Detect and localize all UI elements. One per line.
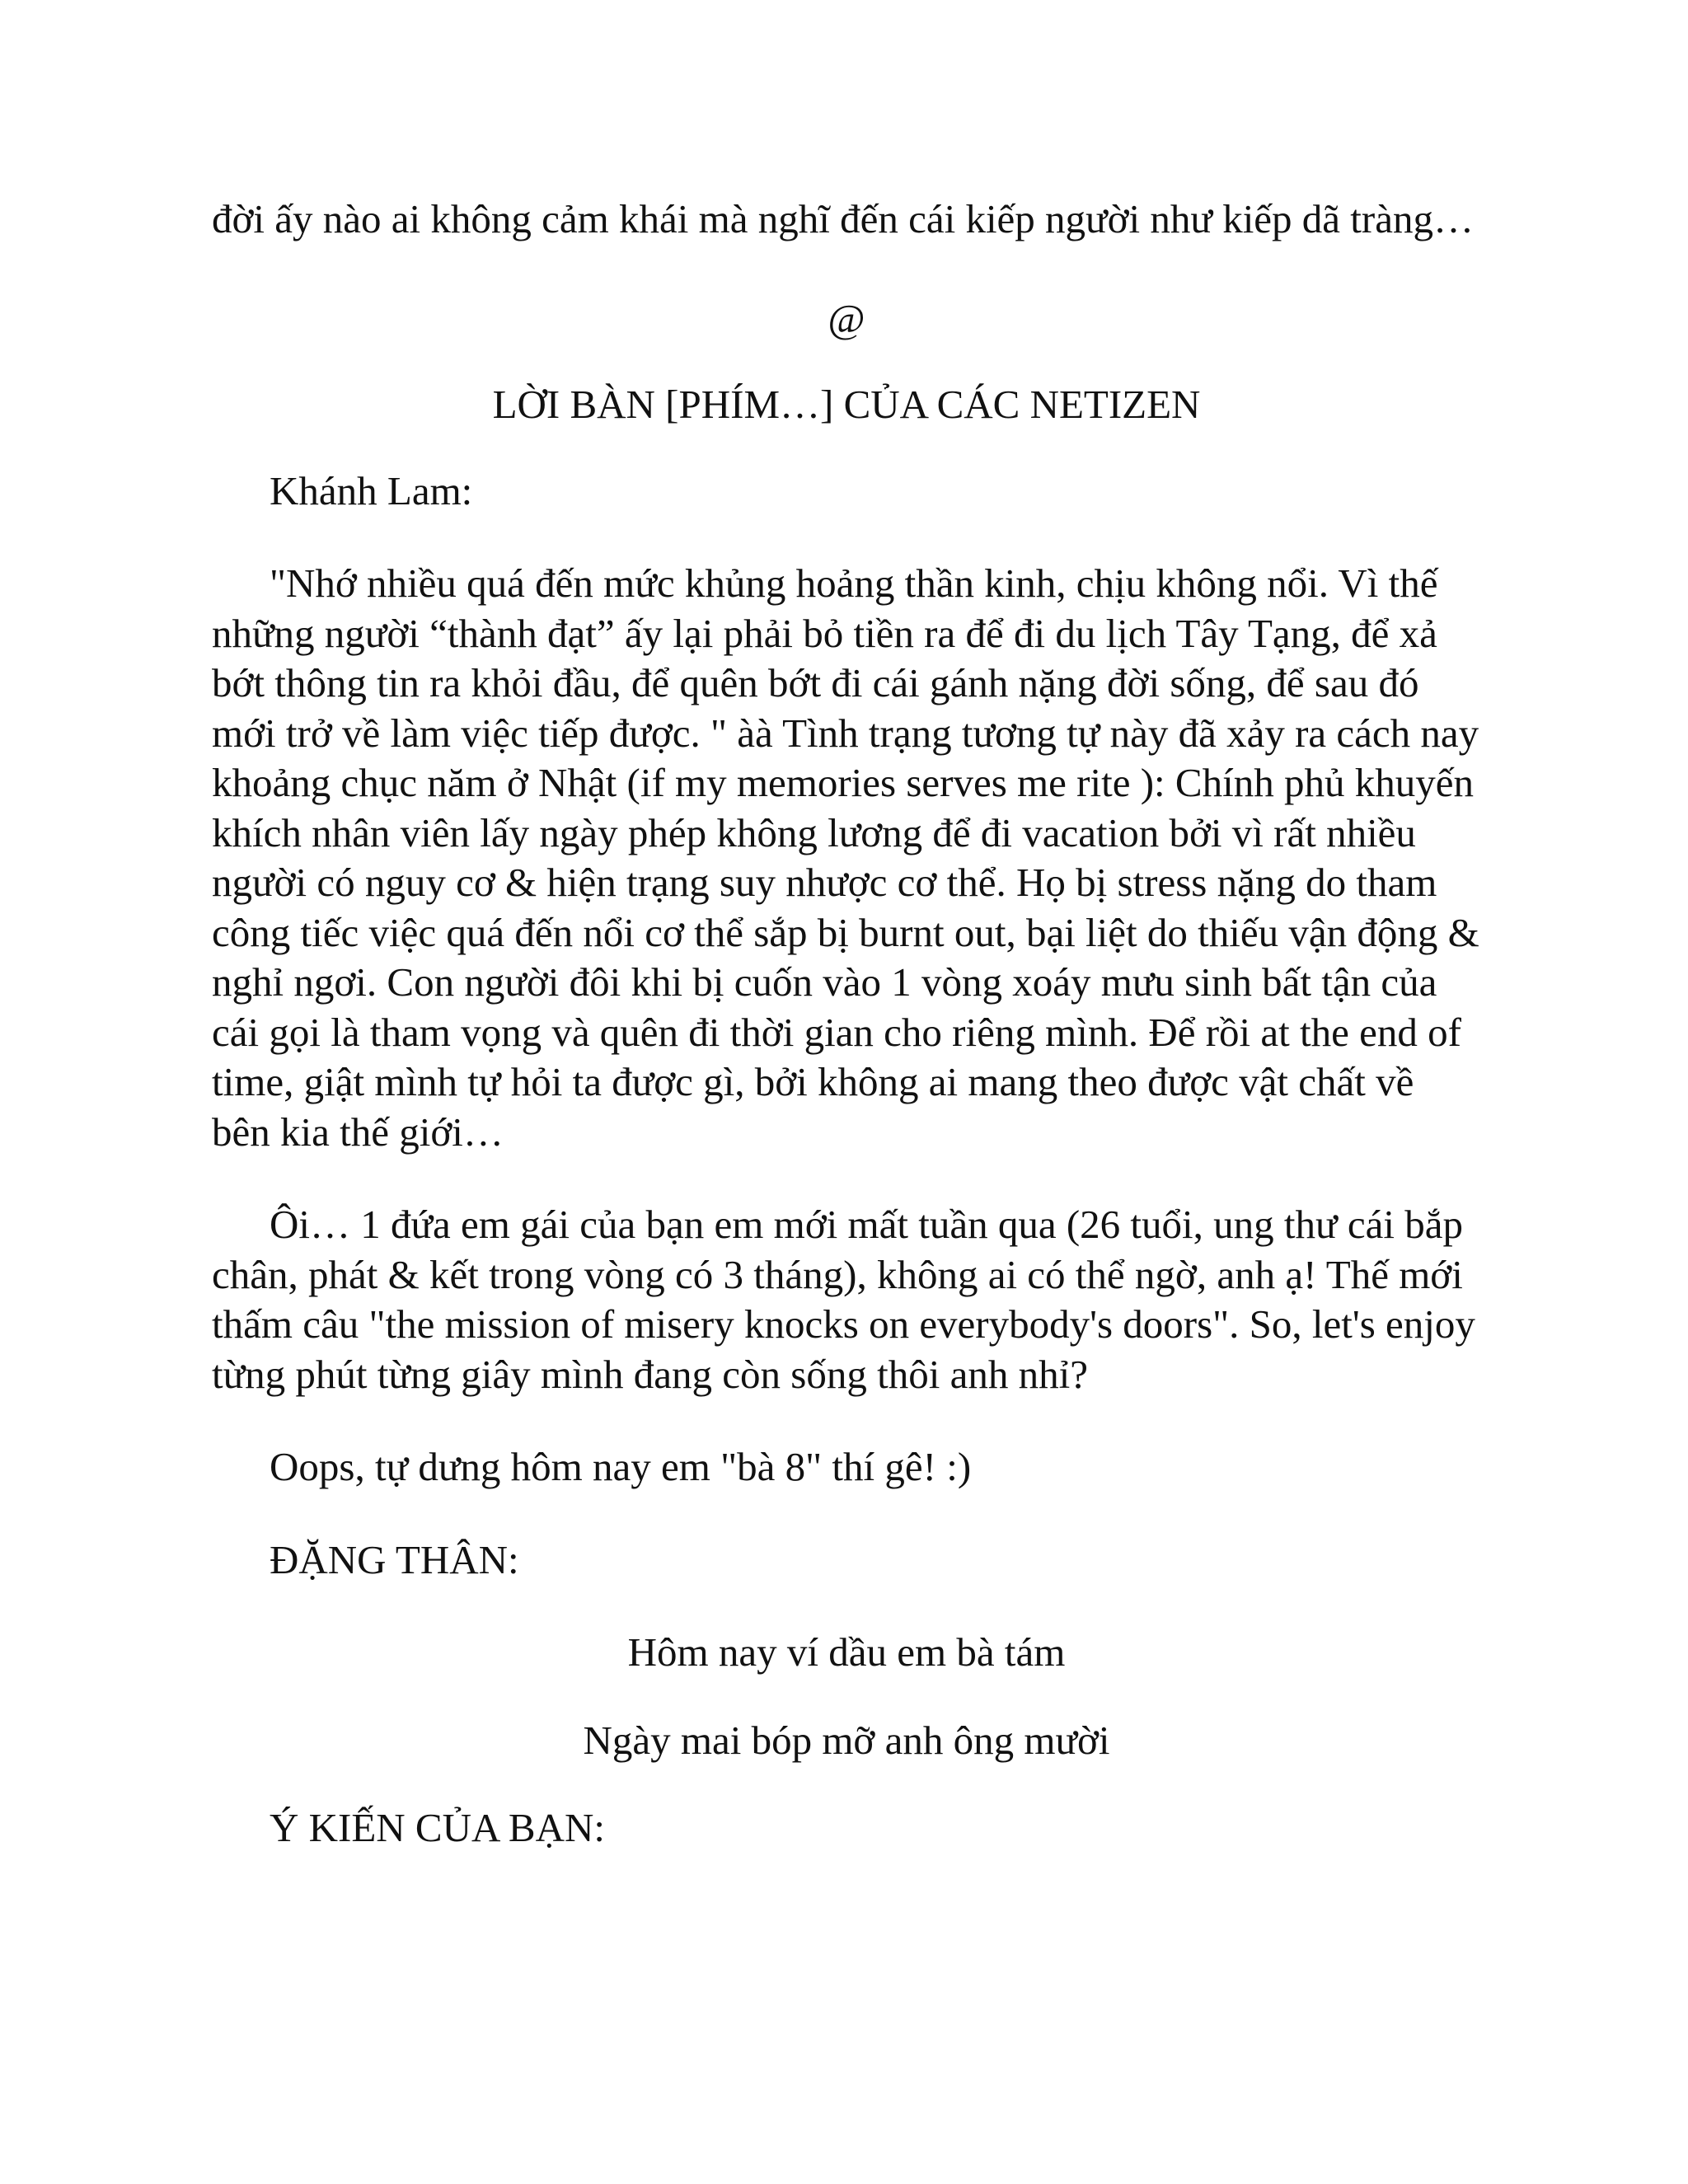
comment-author-khanh-lam: Khánh Lam: — [270, 467, 473, 513]
verse-line-2: Ngày mai bóp mỡ anh ông mười — [583, 1717, 1110, 1763]
your-opinion-prompt: Ý KIẾN CỦA BẠN: — [270, 1805, 605, 1850]
comment-paragraph-3: Oops, tự dưng hôm nay em "bà 8" thí gê! :) — [270, 1444, 972, 1489]
verse-line-1: Hôm nay ví dầu em bà tám — [627, 1629, 1066, 1675]
text-column — [212, 194, 1481, 1896]
section-heading: LỜI BÀN [PHÍM…] CỦA CÁC NETIZEN — [492, 382, 1201, 427]
comment-paragraph-1: "Nhớ nhiều quá đến mức khủng hoảng thần kinh, chịu không nổi. Vì thế những người “thành đạt” ấy lại phải bỏ tiền ra để đi du lịch Tây Tạng, để xả bớt thông tin ra khỏi đầu, để quên bớt đi cái gánh nặng đời sống, để sau đó mới trở về làm việc tiếp được. " àà Tình trạng tương tự này đã xảy ra cách nay khoảng chục năm ở Nhật (if my memories serves me rite ): Chính phủ khuyến khích nhân viên lấy ngày phép không lương để đi vacation bởi vì rất nhiều người có nguy cơ & hiện trạng suy nhược cơ thể. Họ bị stress nặng do tham công tiếc việc quá đến nổi cơ thể sắp bị burnt out, bại liệt do thiếu vận động & nghỉ ngơi. Con người đôi khi bị cuốn vào 1 vòng xoáy mưu sinh bất tận của cái gọi là tham vọng và quên đi thời gian cho riêng mình. Để rồi at the end of time, giật mình tự hỏi ta được gì, bởi không ai mang theo được vật chất về bên kia thế giới… — [212, 560, 1479, 1155]
section-separator: @ — [828, 295, 865, 341]
comment-author-dang-than: ĐẶNG THÂN: — [270, 1536, 519, 1582]
continuation-paragraph: đời ấy nào ai không cảm khái mà nghĩ đến cái kiếp người như kiếp dã tràng… — [212, 196, 1474, 241]
comment-paragraph-2: Ôi… 1 đứa em gái của bạn em mới mất tuần qua (26 tuổi, ung thư cái bắp chân, phát & kết trong vòng có 3 tháng), không ai có thể ngờ, anh ạ! Thế mới thấm câu "the mission of misery knocks on everybody's doors". So, let's enjoy từng phút từng giây mình đang còn sống thôi anh nhỉ? — [212, 1202, 1475, 1397]
